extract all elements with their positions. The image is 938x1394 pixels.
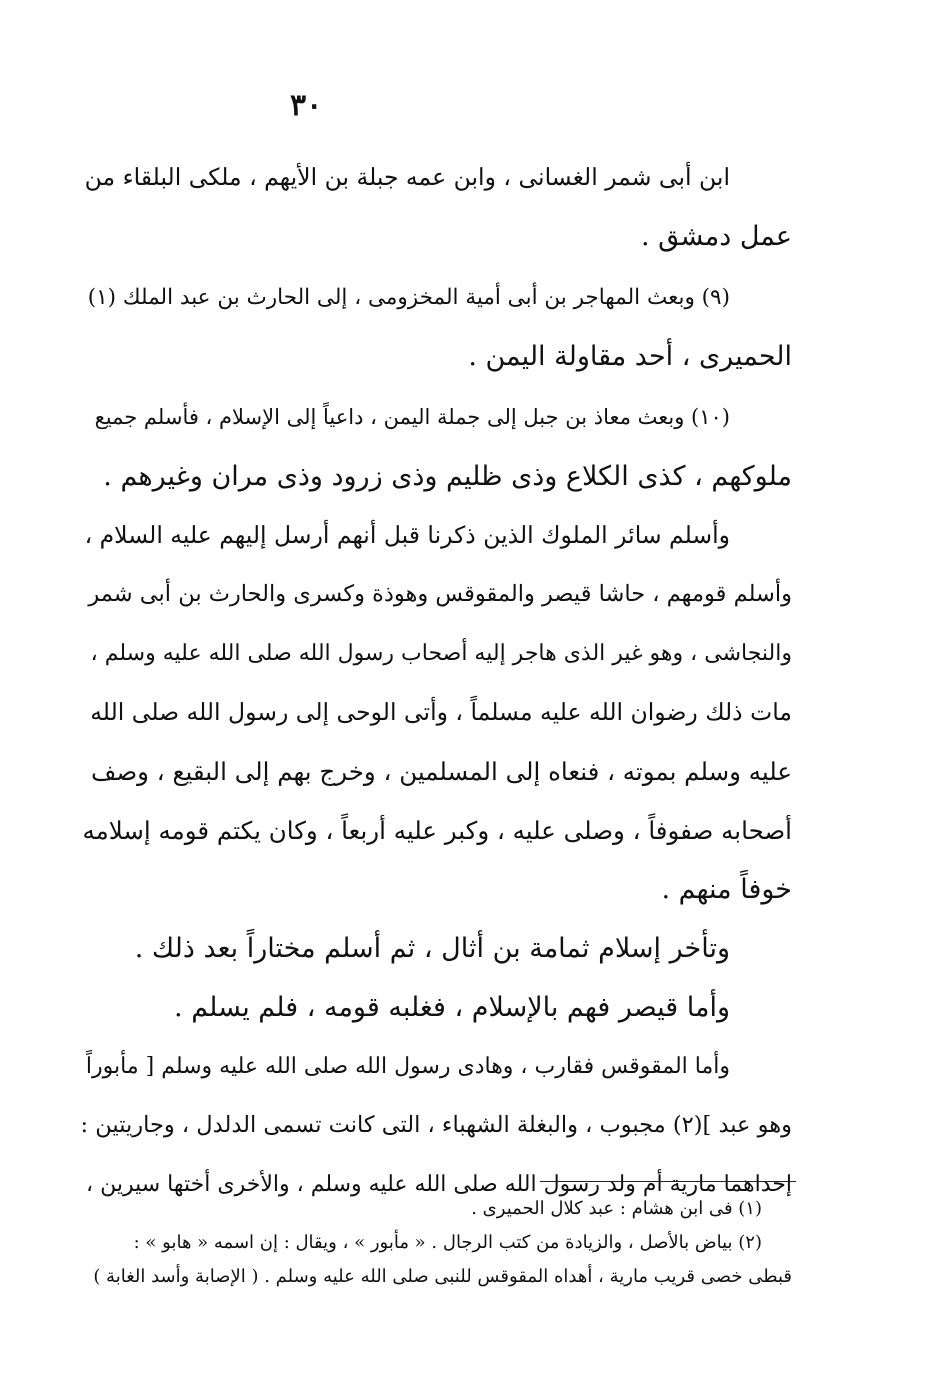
body-line: (٩) وبعث المهاجر بن أبى أمية المخزومى ، إلى الحارث بن عبد الملك (١)	[87, 285, 730, 310]
body-line: الحميرى ، أحد مقاولة اليمن .	[468, 341, 792, 372]
footnote-2: (٢) بياض بالأصل ، والزيادة من كتب الرجال . « مأبور » ، ويقال : إن اسمه « هابو » :	[133, 1232, 762, 1253]
page-number: ٣٠	[290, 88, 323, 123]
body-line: خوفاً منهم .	[661, 874, 792, 905]
body-line: والنجاشى ، وهو غير الذى هاجر إليه أصحاب رسول الله صلى الله عليه وسلم ،	[90, 641, 792, 666]
footnotes	[80, 1192, 792, 1294]
body-line: وهو عبد ](٢) مجبوب ، والبغلة الشهباء ، التى كانت تسمى الدلدل ، وجاريتين :	[80, 1112, 792, 1138]
body-line: ملوكهم ، كذى الكلاع وذى ظليم وذى زرود وذى مران وغيرهم .	[103, 461, 792, 492]
body-line: إحداهما مارية أم ولد رسول الله صلى الله عليه وسلم ، والأخرى أختها سيرين ،	[86, 1172, 792, 1197]
body-line: ابن أبى شمر الغسانى ، وابن عمه جبلة بن الأيهم ، ملكى البلقاء من	[84, 163, 730, 191]
body-line: عمل دمشق .	[640, 221, 792, 252]
footnote-1: (١) فى ابن هشام : عبد كلال الحميرى .	[471, 1198, 762, 1219]
body-line: وأسلم سائر الملوك الذين ذكرنا قبل أنهم أرسل إليهم عليه السلام ،	[84, 521, 730, 549]
body-line: أصحابه صفوفاً ، وصلى عليه ، وكبر عليه أربعاً ، وكان يكتم قومه إسلامه	[82, 816, 792, 845]
body-line: عليه وسلم بموته ، فنعاه إلى المسلمين ، وخرج بهم إلى البقيع ، وصف	[90, 757, 792, 786]
body-line: وأسلم قومهم ، حاشا قيصر والمقوقس وهوذة وكسرى والحارث بن أبى شمر	[88, 581, 792, 607]
footnote-divider	[540, 1181, 796, 1182]
body-line: وأما قيصر فهم بالإسلام ، فغلبه قومه ، فلم يسلم .	[174, 992, 730, 1023]
body-line: وتأخر إسلام ثمامة بن أثال ، ثم أسلم مختاراً بعد ذلك .	[134, 933, 730, 964]
body-line: وأما المقوقس فقارب ، وهادى رسول الله صلى الله عليه وسلم [ مأبوراً	[85, 1054, 730, 1079]
footnote-2-continued: قبطى خصى قريب مارية ، أهداه المقوقس للنبى صلى الله عليه وسلم . ( الإصابة وأسد الغابة )	[93, 1266, 792, 1287]
body-text	[80, 148, 792, 1214]
body-line: (١٠) وبعث معاذ بن جبل إلى جملة اليمن ، داعياً إلى الإسلام ، فأسلم جميع	[94, 405, 730, 429]
body-line: مات ذلك رضوان الله عليه مسلماً ، وأتى الوحى إلى رسول الله صلى الله	[90, 698, 792, 726]
